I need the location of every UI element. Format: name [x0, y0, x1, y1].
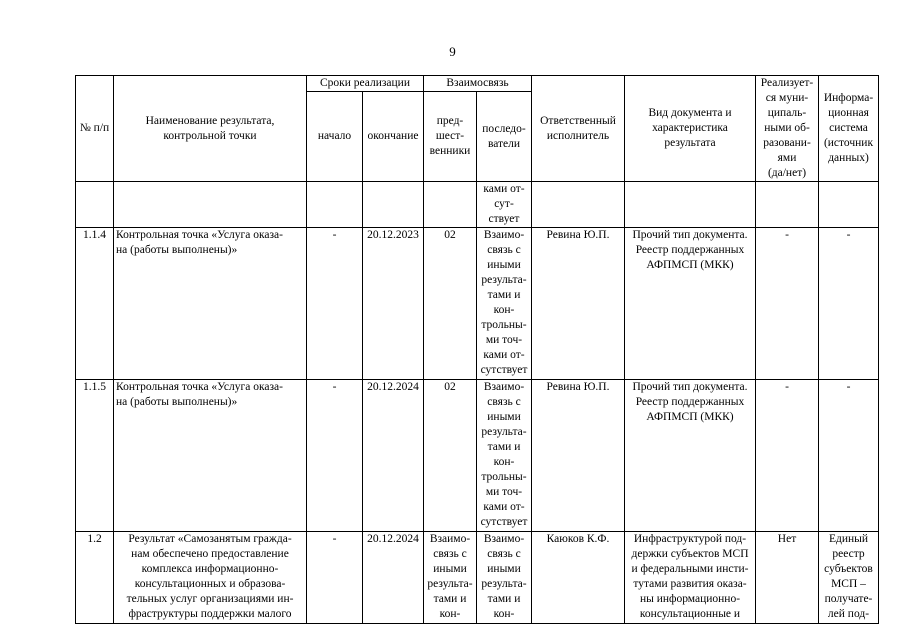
cell-no: 1.1.5	[76, 380, 114, 532]
header-predecessors: пред- шест- венники	[424, 92, 477, 182]
header-relation: Взаимосвязь	[424, 76, 532, 92]
cell-doc: Прочий тип документа. Реестр поддержанных АФПМСП (МКК)	[625, 228, 756, 380]
cell-end	[363, 182, 424, 228]
cell-resp: Ревина Ю.П.	[532, 380, 625, 532]
cell-name	[114, 182, 307, 228]
cell-end: 20.12.2023	[363, 228, 424, 380]
cell-doc: Прочий тип документа. Реестр поддержанных АФПМСП (МКК)	[625, 380, 756, 532]
table-row	[76, 228, 879, 380]
header-row-1	[76, 76, 879, 92]
cell-mun: Нет	[756, 532, 819, 624]
cell-info: -	[819, 380, 879, 532]
cell-start: -	[307, 228, 363, 380]
cell-pred: Взаимо- связь с иными результа- тами и кон-	[424, 532, 477, 624]
cell-start: -	[307, 380, 363, 532]
cell-resp: Ревина Ю.П.	[532, 228, 625, 380]
header-start: начало	[307, 92, 363, 182]
cell-pred: 02	[424, 380, 477, 532]
cell-info: Единый реестр субъектов МСП – получате- лей под-	[819, 532, 879, 624]
table-row	[76, 182, 879, 228]
table-row	[76, 380, 879, 532]
cell-succ: ками от- сут- ствует	[477, 182, 532, 228]
cell-start: -	[307, 532, 363, 624]
cell-name: Результат «Самозанятым гражда- нам обеспечено предоставление комплекса информационно- консультационных и образова- тельных услуг организациями ин- фраструктуры поддержки малого	[114, 532, 307, 624]
cell-name: Контрольная точка «Услуга оказа- на (работы выполнены)»	[114, 380, 307, 532]
cell-no	[76, 182, 114, 228]
cell-no: 1.1.4	[76, 228, 114, 380]
header-info-system: Информа- ционная система (источник данных)	[819, 76, 879, 182]
cell-succ: Взаимо- связь с иными результа- тами и кон-	[477, 532, 532, 624]
cell-succ: Взаимо- связь с иными результа- тами и кон- трольны- ми точ- ками от- сутствует	[477, 228, 532, 380]
header-municipal: Реализует- ся муни- ципаль- ными об- разовани- ями (да/нет)	[756, 76, 819, 182]
header-name: Наименование результата, контрольной точки	[114, 76, 307, 182]
cell-end: 20.12.2024	[363, 380, 424, 532]
header-successors: последо- ватели	[477, 92, 532, 182]
cell-start	[307, 182, 363, 228]
header-doc-type: Вид документа и характеристика результата	[625, 76, 756, 182]
cell-name: Контрольная точка «Услуга оказа- на (работы выполнены)»	[114, 228, 307, 380]
cell-info	[819, 182, 879, 228]
cell-succ: Взаимо- связь с иными результа- тами и кон- трольны- ми точ- ками от- сутствует	[477, 380, 532, 532]
cell-resp: Каюков К.Ф.	[532, 532, 625, 624]
page-number: 9	[449, 44, 456, 59]
cell-info: -	[819, 228, 879, 380]
cell-pred	[424, 182, 477, 228]
cell-no: 1.2	[76, 532, 114, 624]
header-responsible: Ответственный исполнитель	[532, 76, 625, 182]
cell-end: 20.12.2024	[363, 532, 424, 624]
header-end: окончание	[363, 92, 424, 182]
cell-doc	[625, 182, 756, 228]
cell-mun: -	[756, 380, 819, 532]
header-no: № п/п	[76, 76, 114, 182]
cell-doc: Инфраструктурой под- держки субъектов МСП и федеральными инсти- тутами развития оказа- ны информационно- консультационные и	[625, 532, 756, 624]
cell-resp	[532, 182, 625, 228]
header-terms: Сроки реализации	[307, 76, 424, 92]
cell-mun	[756, 182, 819, 228]
table-row	[76, 532, 879, 624]
results-table	[75, 75, 879, 624]
cell-pred: 02	[424, 228, 477, 380]
cell-mun: -	[756, 228, 819, 380]
